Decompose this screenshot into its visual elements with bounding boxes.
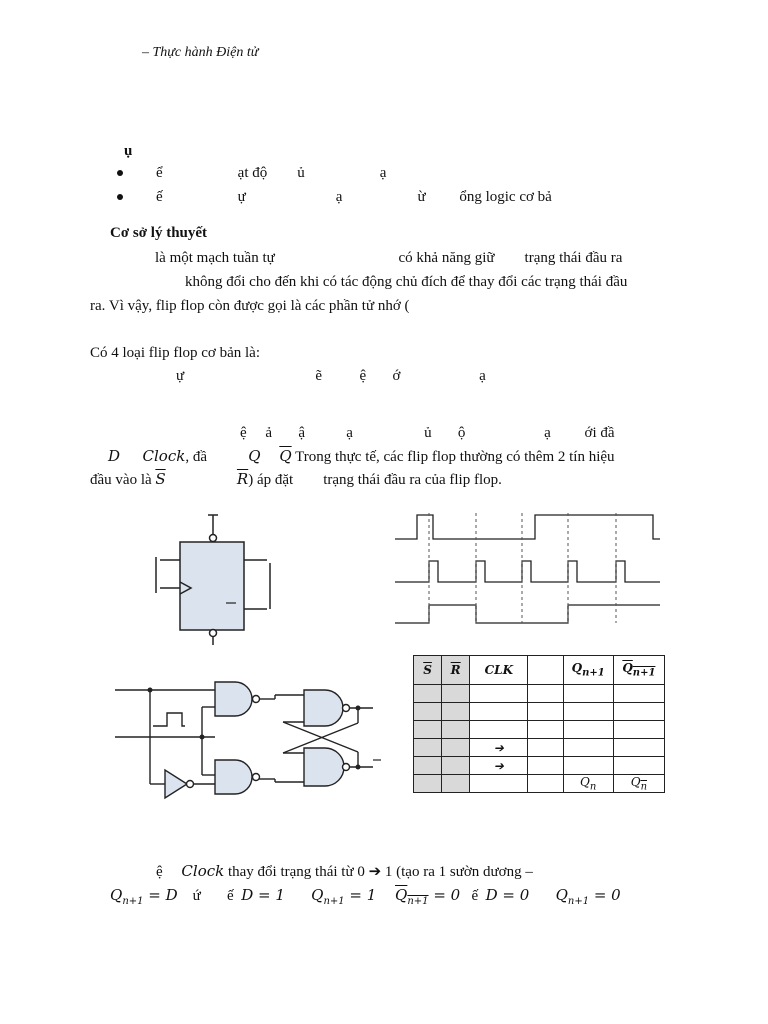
- q-next-sub: n+1: [582, 667, 605, 679]
- d-symbol: D: [108, 447, 121, 465]
- header-qbar-next: [613, 656, 664, 685]
- equation: D = 0: [485, 886, 530, 904]
- objective-item-1: ể ạt độ ủ ạ: [156, 165, 387, 181]
- waveform-3: [395, 605, 660, 623]
- q-next-text: Q: [571, 661, 583, 676]
- bullet-dot: [117, 170, 123, 176]
- page-header: – Thực hành Điện tử: [142, 45, 259, 60]
- qbar-symbol: Q: [395, 886, 408, 904]
- table-cell: [442, 739, 470, 757]
- truth-table: [413, 655, 665, 793]
- r-bar-symbol: $\overline{R}$: [236, 470, 249, 488]
- clear-bubble: [210, 630, 217, 637]
- table-row: [414, 757, 665, 775]
- q-n-sub: n: [589, 781, 597, 793]
- header-s-text: $\overline{S}$: [423, 663, 432, 677]
- table-cell: [470, 775, 528, 793]
- table-cell: [414, 685, 442, 703]
- timing-diagram: [395, 505, 665, 625]
- bottom-line1: [156, 862, 533, 881]
- waveform-1: [395, 515, 660, 539]
- table-row: [414, 739, 665, 757]
- table-cell: [528, 757, 563, 775]
- qbar-n-cell: [613, 775, 664, 793]
- waveform-2: [395, 561, 660, 582]
- clock-symbol: Clock: [181, 862, 225, 880]
- table-cell: [442, 757, 470, 775]
- gate-circuit: [115, 680, 385, 805]
- table-cell: [414, 739, 442, 757]
- table-cell: [442, 775, 470, 793]
- header-q-next: [563, 656, 613, 685]
- text-span: ế: [227, 888, 234, 904]
- table-cell: [470, 703, 528, 721]
- text-span: ế: [471, 888, 479, 904]
- types-line: ự ẽ ệ ớ ạ: [176, 368, 486, 384]
- table-cell: [442, 685, 470, 703]
- q-sub: n+1: [323, 896, 345, 907]
- header-clk: CLK: [470, 656, 528, 685]
- table-cell: [613, 703, 664, 721]
- para2-line2: [108, 447, 615, 466]
- qbar-next-sub: n+1: [632, 667, 656, 679]
- q-sub: n+1: [122, 896, 144, 907]
- nand-gate-2: [215, 760, 252, 794]
- bottom-line2: [110, 886, 621, 911]
- table-cell: [470, 721, 528, 739]
- q-symbol: Q: [311, 886, 324, 904]
- q-symbol: Q: [248, 447, 261, 465]
- table-cell: [442, 721, 470, 739]
- table-cell: [414, 775, 442, 793]
- table-row: [414, 685, 665, 703]
- header-s: [414, 656, 442, 685]
- flip-flop-body: [180, 542, 244, 630]
- table-cell: [414, 703, 442, 721]
- theory-para1-line3: ra. Vì vậy, flip flop còn được gọi là các phần tử nhớ (: [90, 298, 410, 314]
- flip-flop-symbol: [140, 505, 290, 655]
- para2-line3: [90, 470, 502, 489]
- table-cell: [528, 685, 563, 703]
- table-cell: [563, 739, 613, 757]
- arrow-cell: ➔: [470, 757, 528, 775]
- table-cell: [563, 721, 613, 739]
- header-d: [528, 656, 563, 685]
- table-row: [414, 721, 665, 739]
- q-symbol: Q: [110, 886, 123, 904]
- text-span: đầu vào là: [90, 472, 156, 488]
- table-cell: [613, 685, 664, 703]
- theory-para1-line2: không đổi cho đến khi có tác động chủ đích để thay đổi các trạng thái đầu: [185, 274, 628, 290]
- table-cell: [414, 721, 442, 739]
- table-cell: [563, 685, 613, 703]
- table-cell: [613, 721, 664, 739]
- table-cell: [563, 757, 613, 775]
- bullet-dot: [117, 194, 123, 200]
- text-span: ệ: [156, 864, 163, 880]
- text-span: ứ: [192, 888, 201, 904]
- equation: D = 1: [241, 886, 285, 904]
- header-r-text: $\overline{R}$: [450, 663, 461, 677]
- table-cell: [613, 739, 664, 757]
- text-span: ) áp đặt trạng thái đầu ra của flip flop.: [248, 472, 502, 488]
- qbar-sub: n+1: [407, 896, 429, 907]
- q-n-text: Q: [580, 775, 590, 789]
- table-cell: [528, 739, 563, 757]
- nand-gate-4: [304, 748, 344, 786]
- table-row: [414, 775, 665, 793]
- objective-item-2: ế ự ạ ừ ổng logic cơ bả: [156, 189, 552, 205]
- text-span: Trong thực tế, các flip flop thường có thêm 2 tín hiệu: [291, 449, 615, 465]
- table-cell: [470, 685, 528, 703]
- s-bar-symbol: $\overline{S}$: [155, 470, 166, 488]
- qbar-n-sub: n: [640, 781, 648, 793]
- table-cell: [563, 703, 613, 721]
- preset-bubble: [210, 535, 217, 542]
- objectives-heading: ụ: [124, 143, 133, 159]
- text-span: , đầ: [185, 449, 207, 465]
- qbar-next-text: Q: [622, 661, 633, 676]
- q-sub: n+1: [567, 896, 590, 907]
- not-gate: [165, 770, 187, 798]
- theory-heading: Cơ sở lý thuyết: [110, 225, 208, 241]
- table-cell: [442, 703, 470, 721]
- nand-gate-3: [304, 690, 343, 726]
- table-cell: [613, 757, 664, 775]
- arrow-cell: ➔: [470, 739, 528, 757]
- q-symbol: Q: [555, 886, 568, 904]
- clock-symbol: Clock: [142, 447, 186, 465]
- equation: = 0: [428, 886, 461, 904]
- table-cell: [528, 775, 563, 793]
- para2-line1: ệ ả ậ ạ ủ ộ ạ ới đầ: [240, 425, 615, 441]
- qbar-n-text: Q: [630, 775, 641, 789]
- nand-gate-1: [215, 682, 252, 716]
- equation: = D: [143, 886, 178, 904]
- equation: = 0: [589, 886, 621, 904]
- equation: = 1: [344, 886, 377, 904]
- theory-para1-line1: là một mạch tuần tự có khả năng giữ trạng thái đầu ra: [155, 250, 623, 266]
- text-span: thay đổi trạng thái từ 0 ➔ 1 (tạo ra 1 sườn dương –: [224, 864, 533, 880]
- qbar-symbol: $\overline{Q}$: [279, 447, 292, 465]
- table-cell: [414, 757, 442, 775]
- table-cell: [528, 721, 563, 739]
- table-row: [414, 703, 665, 721]
- types-intro: Có 4 loại flip flop cơ bản là:: [90, 345, 260, 361]
- table-cell: [528, 703, 563, 721]
- q-n-cell: [563, 775, 613, 793]
- header-r: [442, 656, 470, 685]
